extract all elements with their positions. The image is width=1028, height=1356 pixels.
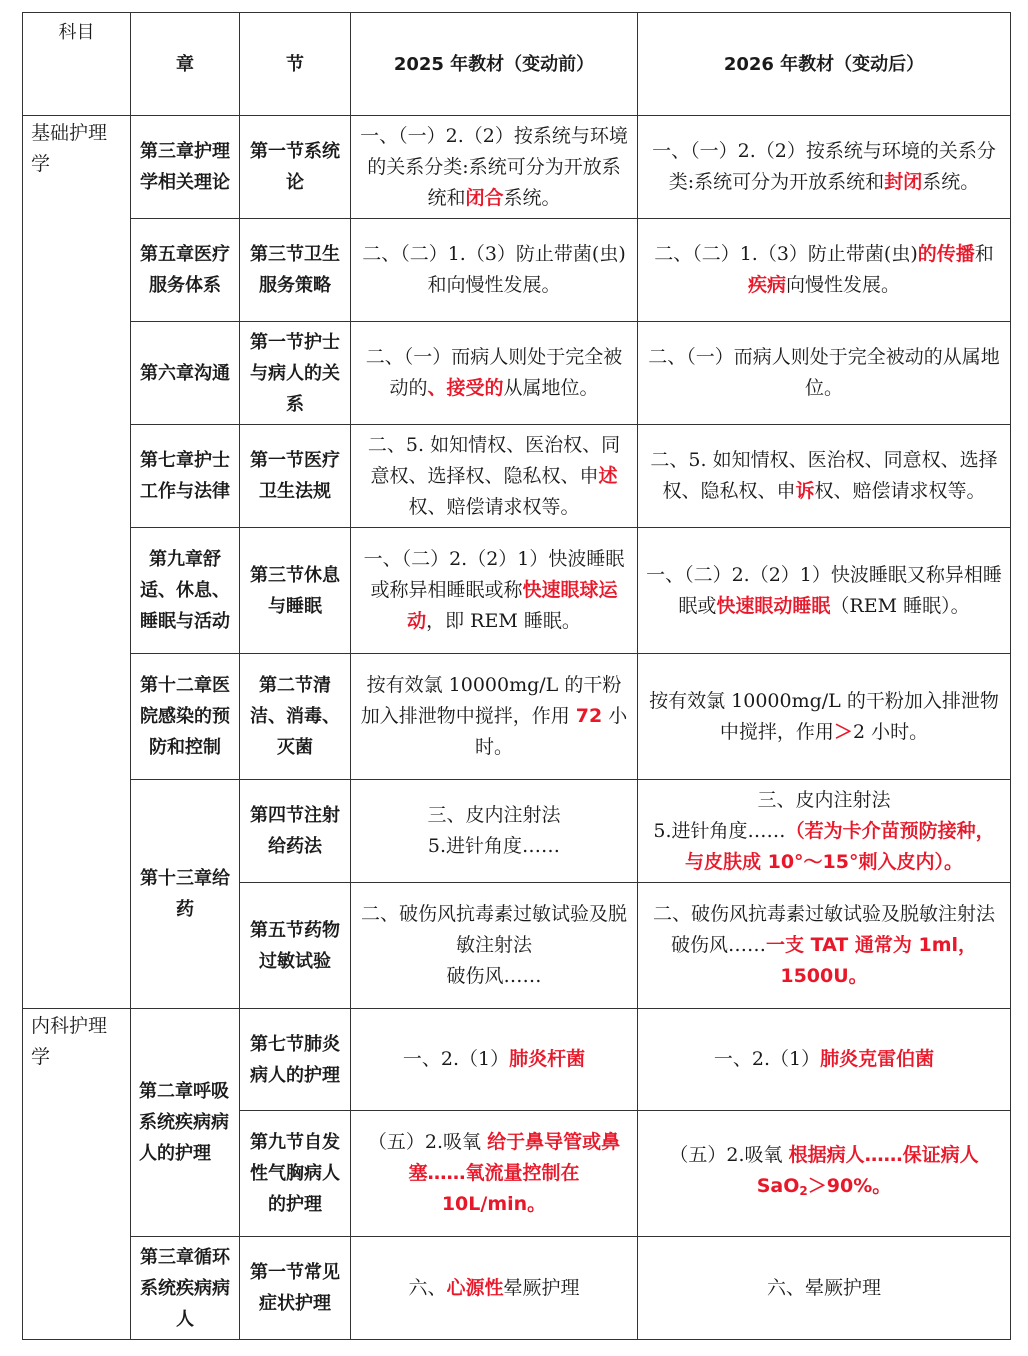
chapter-cell: 第六章沟通 bbox=[131, 322, 240, 425]
after-cell: 二、（一）而病人则处于完全被动的从属地位。 bbox=[638, 322, 1011, 425]
section-cell: 第四节注射给药法 bbox=[240, 780, 351, 883]
before-cell: 二、（一）而病人则处于完全被动的、接受的从属地位。 bbox=[351, 322, 638, 425]
header-row bbox=[23, 13, 1011, 116]
table-row bbox=[23, 425, 1011, 528]
table-row bbox=[23, 116, 1011, 219]
before-cell: 一、（二）2.（2）1）快波睡眠或称异相睡眠或称快速眼球运动，即 REM 睡眠。 bbox=[351, 528, 638, 654]
after-cell: 一、2.（1）肺炎克雷伯菌 bbox=[638, 1009, 1011, 1111]
after-cell: 二、5. 如知情权、医治权、同意权、选择权、隐私权、申诉权、赔偿请求权等。 bbox=[638, 425, 1011, 528]
section-cell: 第九节自发性气胸病人的护理 bbox=[240, 1111, 351, 1237]
before-cell: 一、2.（1）肺炎杆菌 bbox=[351, 1009, 638, 1111]
before-cell: 二、破伤风抗毒素过敏试验及脱敏注射法 破伤风…… bbox=[351, 883, 638, 1009]
chapter-cell: 第九章舒适、休息、睡眠与活动 bbox=[131, 528, 240, 654]
after-cell: 六、晕厥护理 bbox=[638, 1237, 1011, 1340]
after-cell: 二、破伤风抗毒素过敏试验及脱敏注射法 破伤风……一支 TAT 通常为 1ml，1500U。 bbox=[638, 883, 1011, 1009]
chapter-cell: 第五章医疗服务体系 bbox=[131, 219, 240, 322]
chapter-cell: 第三章护理学相关理论 bbox=[131, 116, 240, 219]
before-cell: 二、5. 如知情权、医治权、同意权、选择权、隐私权、申述权、赔偿请求权等。 bbox=[351, 425, 638, 528]
before-cell: 二、（二）1.（3）防止带菌(虫)和向慢性发展。 bbox=[351, 219, 638, 322]
section-cell: 第二节清洁、消毒、灭菌 bbox=[240, 654, 351, 780]
before-cell: （五）2.吸氧 给于鼻导管或鼻塞……氧流量控制在10L/min。 bbox=[351, 1111, 638, 1237]
chapter-cell: 第二章呼吸系统疾病病人的护理 bbox=[131, 1009, 240, 1237]
section-cell: 第一节医疗卫生法规 bbox=[240, 425, 351, 528]
header-after: 2026 年教材（变动后） bbox=[638, 13, 1011, 116]
after-cell: 三、皮内注射法 5.进针角度……（若为卡介苗预防接种，与皮肤成 10°～15°刺入皮内）。 bbox=[638, 780, 1011, 883]
chapter-cell: 第十二章医院感染的预防和控制 bbox=[131, 654, 240, 780]
section-cell: 第三节卫生服务策略 bbox=[240, 219, 351, 322]
before-cell: 三、皮内注射法 5.进针角度…… bbox=[351, 780, 638, 883]
header-section: 节 bbox=[240, 13, 351, 116]
subject-internal-nursing: 内科护理学 bbox=[23, 1009, 131, 1340]
before-cell: 六、心源性晕厥护理 bbox=[351, 1237, 638, 1340]
table-row bbox=[23, 1237, 1011, 1340]
textbook-change-table bbox=[22, 12, 1011, 1340]
after-cell: 一、（二）2.（2）1）快波睡眠又称异相睡眠或快速眼动睡眠（REM 睡眠）。 bbox=[638, 528, 1011, 654]
before-cell: 按有效氯 10000mg/L 的干粉加入排泄物中搅拌，作用 72 小时。 bbox=[351, 654, 638, 780]
section-cell: 第三节休息与睡眠 bbox=[240, 528, 351, 654]
section-cell: 第一节护士与病人的关系 bbox=[240, 322, 351, 425]
after-cell: 按有效氯 10000mg/L 的干粉加入排泄物中搅拌，作用＞2 小时。 bbox=[638, 654, 1011, 780]
after-cell: 二、（二）1.（3）防止带菌(虫)的传播和疾病向慢性发展。 bbox=[638, 219, 1011, 322]
header-subject: 科目 bbox=[23, 13, 131, 116]
table-row bbox=[23, 219, 1011, 322]
header-before: 2025 年教材（变动前） bbox=[351, 13, 638, 116]
after-cell: 一、（一）2.（2）按系统与环境的关系分类:系统可分为开放系统和封闭系统。 bbox=[638, 116, 1011, 219]
section-cell: 第五节药物过敏试验 bbox=[240, 883, 351, 1009]
table-row bbox=[23, 780, 1011, 883]
table-row bbox=[23, 1009, 1011, 1111]
chapter-cell: 第三章循环系统疾病病人 bbox=[131, 1237, 240, 1340]
section-cell: 第一节常见症状护理 bbox=[240, 1237, 351, 1340]
header-chapter: 章 bbox=[131, 13, 240, 116]
section-cell: 第七节肺炎病人的护理 bbox=[240, 1009, 351, 1111]
chapter-cell: 第十三章给药 bbox=[131, 780, 240, 1009]
chapter-cell: 第七章护士工作与法律 bbox=[131, 425, 240, 528]
section-cell: 第一节系统论 bbox=[240, 116, 351, 219]
after-cell: （五）2.吸氧 根据病人……保证病人SaO$_2$＞90%。 bbox=[638, 1111, 1011, 1237]
before-cell: 一、（一）2.（2）按系统与环境的关系分类:系统可分为开放系统和闭合系统。 bbox=[351, 116, 638, 219]
table-row bbox=[23, 322, 1011, 425]
table-row bbox=[23, 654, 1011, 780]
subject-basic-nursing: 基础护理学 bbox=[23, 116, 131, 1009]
table-row bbox=[23, 528, 1011, 654]
